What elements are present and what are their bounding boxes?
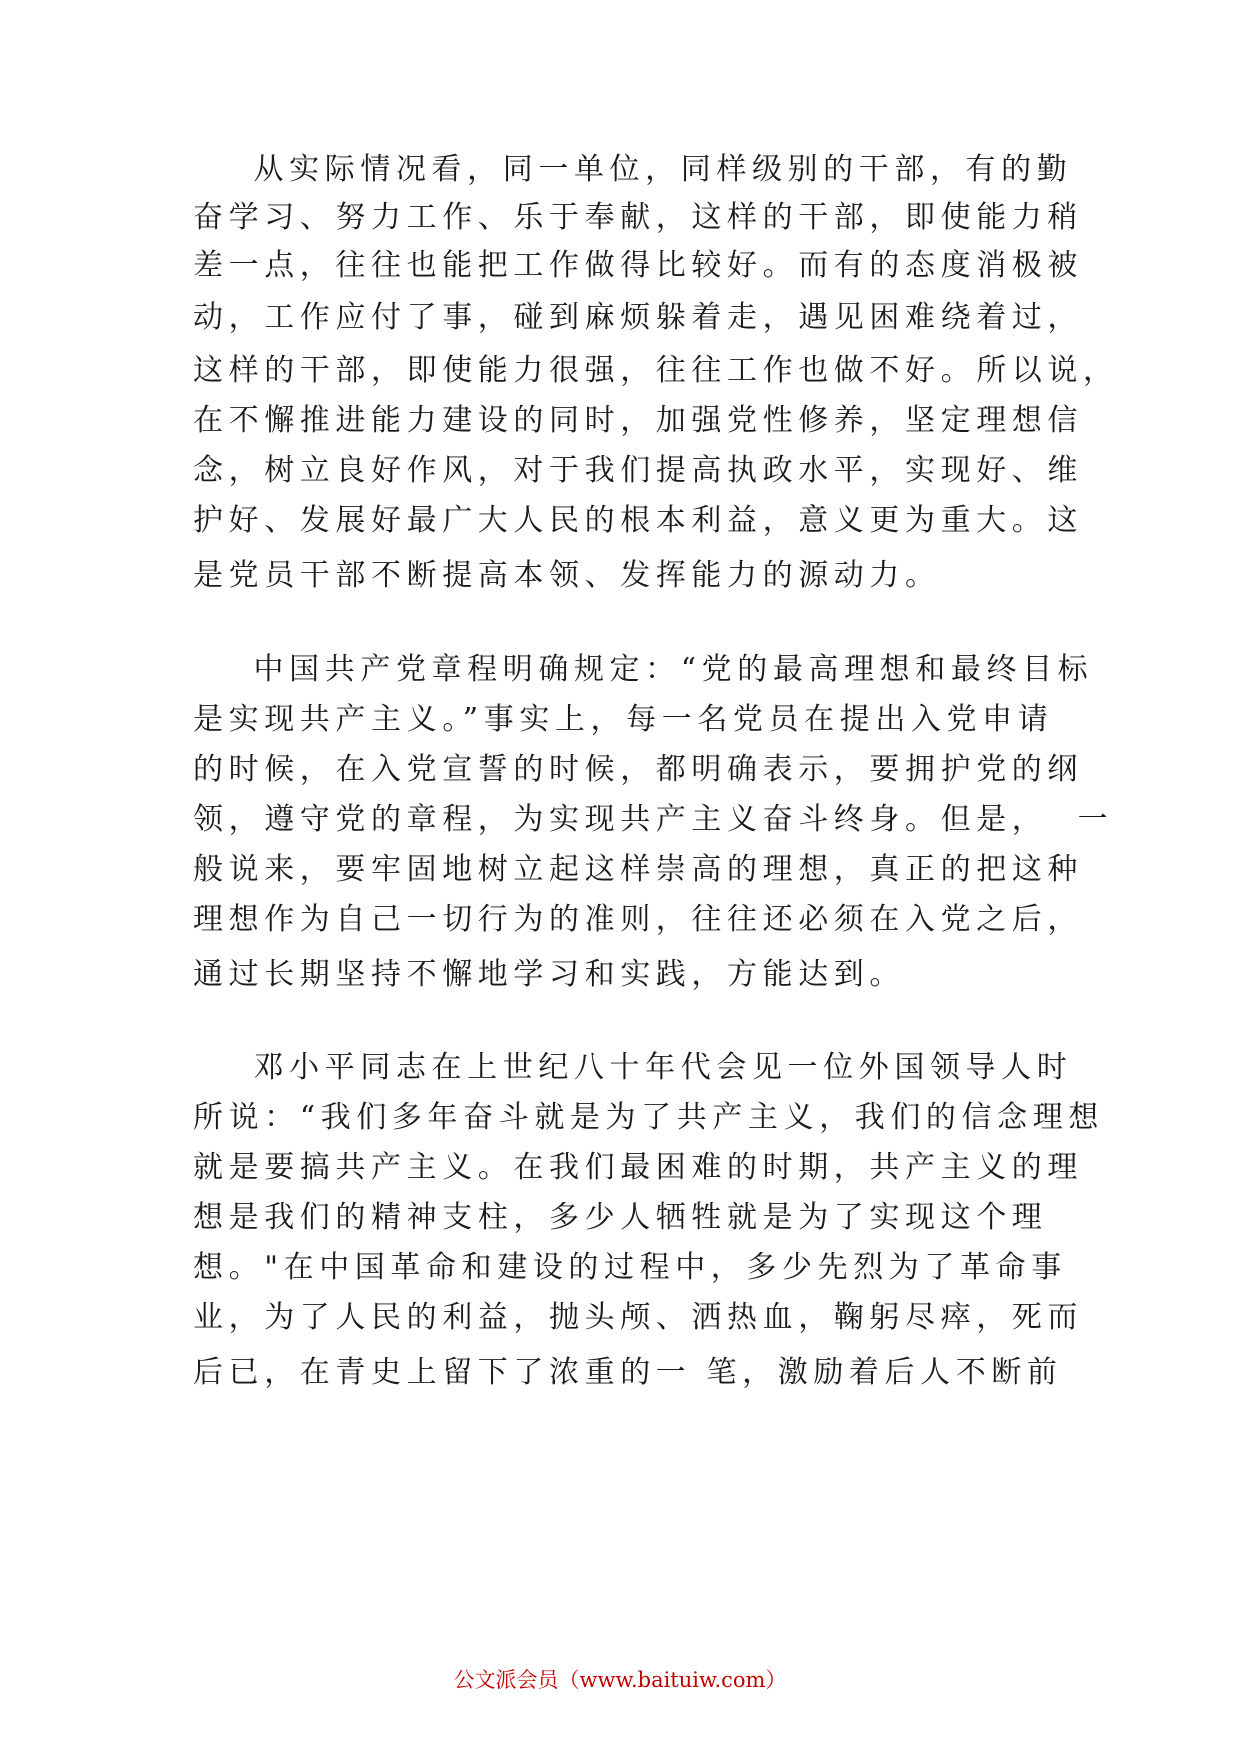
- text-line: 就是要搞共产主义。在我们最困难的时期，共产主义的理: [193, 1150, 1083, 1185]
- text-line: 理想作为自己一切行为的准则，往往还必须在入党之后，: [193, 902, 1083, 937]
- text-line: 领，遵守党的章程，为实现共产主义奋斗终身。但是， 一: [193, 802, 1114, 837]
- text-line: 差一点，往往也能把工作做得比较好。而有的态度消极被: [193, 248, 1083, 283]
- text-line: 般说来，要牢固地树立起这样崇高的理想，真正的把这种: [193, 852, 1083, 887]
- text-line: 的时候，在入党宣誓的时候，都明确表示，要拥护党的纲: [193, 752, 1083, 787]
- text-line: 是党员干部不断提高本领、发挥能力的源动力。: [193, 558, 941, 593]
- text-line: 护好、发展好最广大人民的根本利益，意义更为重大。这: [193, 503, 1083, 538]
- text-line: 想。"在中国革命和建设的过程中，多少先烈为了革命事: [193, 1250, 1067, 1285]
- text-line: 从实际情况看，同一单位，同样级别的干部，有的勤: [193, 152, 1073, 187]
- text-line: 在不懈推进能力建设的同时，加强党性修养，坚定理想信: [193, 403, 1083, 438]
- text-line: 业，为了人民的利益，抛头颅、洒热血，鞠躬尽瘁，死而: [193, 1300, 1083, 1335]
- text-line: 通过长期坚持不懈地学习和实践，方能达到。: [193, 957, 905, 992]
- text-line: 后已，在青史上留下了浓重的一 笔，激励着后人不断前: [193, 1355, 1063, 1390]
- text-line: 动，工作应付了事，碰到麻烦躲着走，遇见困难绕着过，: [193, 300, 1083, 335]
- text-line: 所说：“我们多年奋斗就是为了共产主义，我们的信念理想: [193, 1100, 1104, 1135]
- text-line: 邓小平同志在上世纪八十年代会见一位外国领导人时: [193, 1050, 1073, 1085]
- text-line: 中国共产党章程明确规定：“党的最高理想和最终目标: [193, 652, 1094, 687]
- text-line: 想是我们的精神支柱，多少人牺牲就是为了实现这个理: [193, 1200, 1048, 1235]
- text-line: 是实现共产主义。”事实上，每一名党员在提出入党申请: [193, 702, 1054, 737]
- footer-watermark-link[interactable]: 公文派会员（www.baituiw.com）: [453, 1668, 787, 1692]
- text-line: 奋学习、努力工作、乐于奉献，这样的干部，即使能力稍: [193, 200, 1083, 235]
- text-line: 念，树立良好作风，对于我们提高执政水平，实现好、维: [193, 453, 1083, 488]
- text-line: 这样的干部，即使能力很强，往往工作也做不好。所以说，: [193, 353, 1119, 388]
